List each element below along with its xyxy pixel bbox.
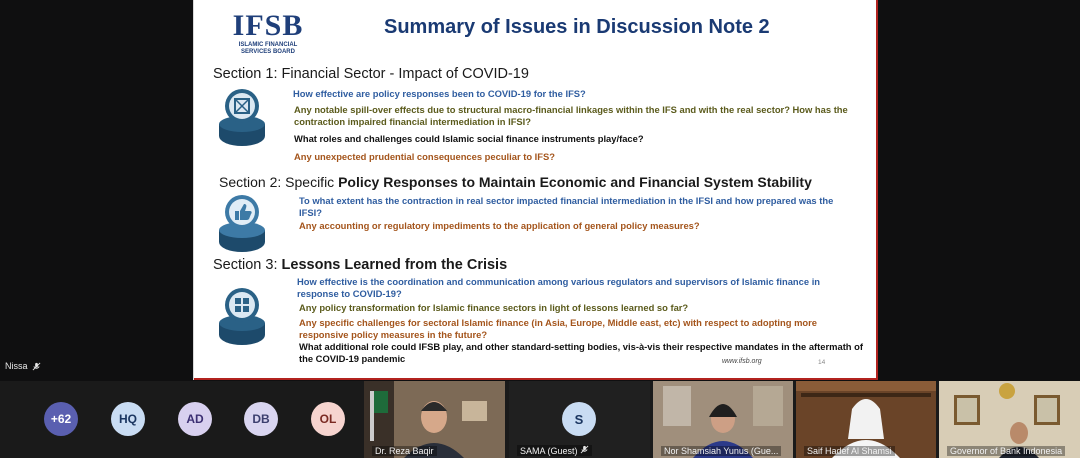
tile-label: Nor Shamsiah Yunus (Gue... bbox=[661, 446, 781, 456]
slide-footer-url: www.ifsb.org bbox=[722, 358, 762, 365]
section-1-question-4: Any unexpected prudential consequences peculiar to IFS? bbox=[294, 151, 555, 162]
participant-strip bbox=[0, 381, 1080, 458]
section-2-question-1: To what extent has the contraction in real sector impacted financial intermediation in the IFSI and how prepared was the IFSI? bbox=[299, 195, 834, 218]
ifsb-logo bbox=[228, 10, 308, 64]
avatar-label: OL bbox=[319, 412, 337, 426]
slide-page-number: 14 bbox=[818, 359, 826, 366]
video-tile-reza-baqir[interactable] bbox=[364, 381, 505, 458]
video-tile-nor-shamsiah[interactable] bbox=[653, 381, 793, 458]
avatar-label: +62 bbox=[50, 412, 72, 426]
logo-text-line1: ISLAMIC FINANCIAL bbox=[238, 42, 298, 48]
mic-muted-icon bbox=[32, 362, 41, 371]
participant-avatar-ol[interactable] bbox=[311, 402, 345, 436]
participant-avatar-ad[interactable] bbox=[178, 402, 212, 436]
section-1-question-1: How effective are policy responses been to COVID-19 for the IFS? bbox=[293, 88, 586, 99]
participant-avatar-more[interactable] bbox=[44, 402, 78, 436]
presenter-label bbox=[5, 361, 41, 371]
section-2-prefix: Section 2: bbox=[219, 174, 282, 190]
section-2-heading bbox=[219, 174, 812, 190]
logo-mark: IFSB bbox=[232, 9, 304, 42]
section-3-question-4: What additional role could IFSB play, and other standard-setting bodies, vis-à-vis their respective mandates in the aftermath of the COVID-19 pandemic bbox=[299, 341, 863, 364]
avatar-label: HQ bbox=[119, 412, 137, 426]
section-2-question-2: Any accounting or regulatory impediments to the application of general policy measures? bbox=[299, 220, 700, 231]
section-2-mid: Specific bbox=[285, 174, 335, 190]
shared-slide bbox=[193, 0, 878, 380]
presenter-name: Nissa bbox=[5, 361, 28, 371]
section-2-title: Policy Responses to Maintain Economic and Financial System Stability bbox=[338, 174, 812, 190]
section-3-title: Lessons Learned from the Crisis bbox=[281, 257, 508, 273]
participant-avatar-db[interactable] bbox=[244, 402, 278, 436]
video-tile-sama[interactable] bbox=[509, 381, 650, 458]
section-3-question-3: Any specific challenges for sectoral Islamic finance (in Asia, Europe, Middle east, etc) with respect to adopting more responsive policy measures in the future? bbox=[299, 317, 818, 340]
section-1-title: Financial Sector - Impact of COVID-19 bbox=[281, 66, 529, 82]
section-3-question-2: Any policy transformation for Islamic finance sectors in light of lessons learned so far? bbox=[299, 302, 689, 313]
tile-label: Governor of Bank Indonesia bbox=[947, 446, 1065, 456]
section-3-question-1: How effective is the coordination and communication among various regulators and supervisors of Islamic finance in response to COVID-19? bbox=[297, 276, 821, 299]
logo-text-line2: SERVICES BOARD bbox=[241, 49, 295, 55]
video-tile-governor-bi[interactable] bbox=[939, 381, 1080, 458]
section-3-heading bbox=[213, 257, 507, 273]
tile-label: Saif Hadef Al Shamsi bbox=[804, 446, 895, 456]
avatar-label: S bbox=[574, 411, 584, 427]
avatar-label: AD bbox=[186, 412, 204, 426]
slide-bottom-rule bbox=[194, 378, 876, 380]
tile-label-sama bbox=[517, 445, 592, 456]
section-1-question-3: What roles and challenges could Islamic social finance instruments play/face? bbox=[294, 133, 644, 144]
network-icon bbox=[216, 86, 268, 148]
video-tile-saif-hadef[interactable] bbox=[796, 381, 936, 458]
slide-title: Summary of Issues in Discussion Note 2 bbox=[384, 16, 770, 38]
participant-avatar-hq[interactable] bbox=[111, 402, 145, 436]
tile-label: Dr. Reza Baqir bbox=[372, 446, 437, 456]
participant-avatar-sama bbox=[562, 402, 596, 436]
section-1-question-2: Any notable spill-over effects due to structural macro-financial linkages within the IFS and with the real sector? How has the contraction impaired financial intermediation in IFSI? bbox=[294, 104, 848, 127]
section-1-heading bbox=[213, 66, 529, 82]
avatar-label: DB bbox=[252, 412, 270, 426]
section-3-prefix: Section 3: bbox=[213, 257, 278, 273]
section-1-prefix: Section 1: bbox=[213, 66, 278, 82]
puzzle-icon bbox=[216, 285, 268, 347]
thumbs-up-icon bbox=[216, 192, 268, 254]
tile-label: SAMA (Guest) bbox=[520, 446, 578, 456]
mic-muted-icon bbox=[580, 445, 589, 454]
